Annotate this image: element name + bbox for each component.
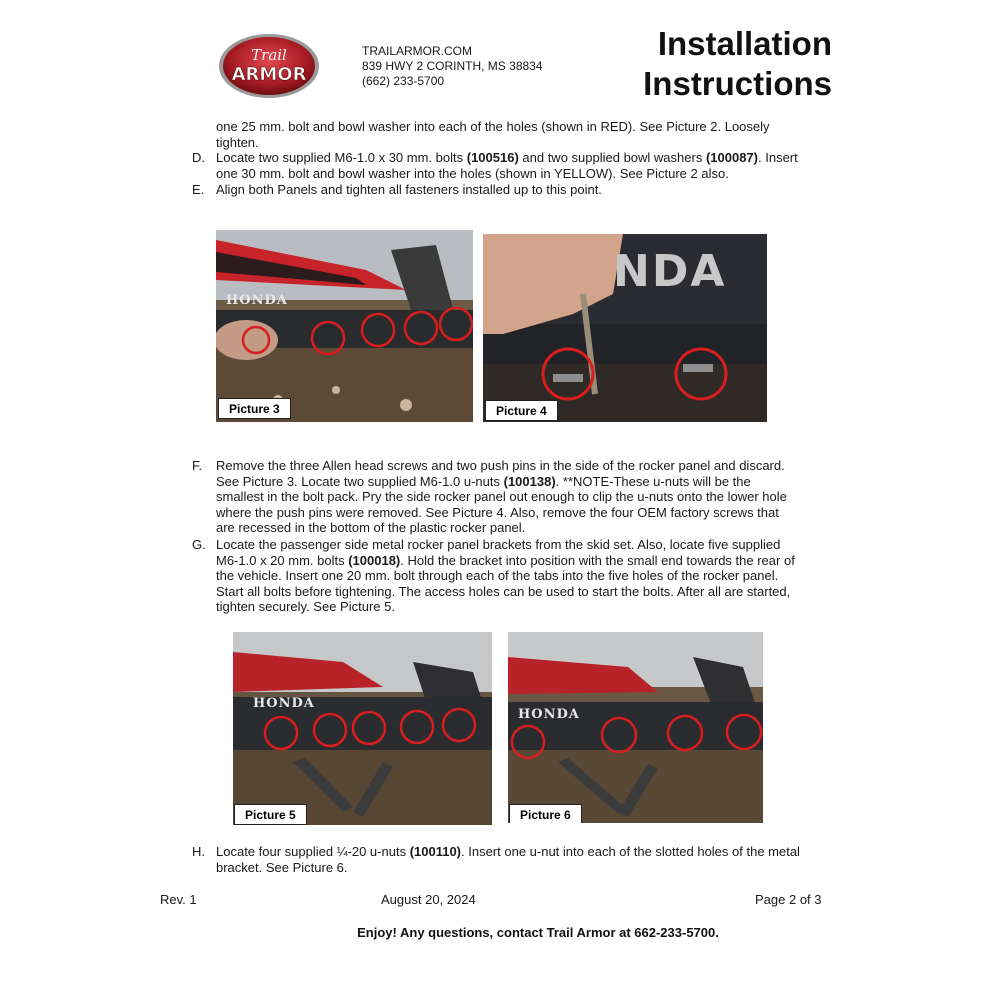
highlight-circle (401, 711, 433, 743)
step-g-line-2a: M6-1.0 x 20 mm. bolts (216, 552, 349, 568)
company-phone: (662) 233-5700 (362, 74, 445, 88)
picture-6-photo (508, 632, 763, 823)
company-info (362, 44, 543, 89)
svg-text:ARMOR: ARMOR (231, 64, 307, 85)
part-number: (100138) (503, 473, 556, 489)
picture-4-label: Picture 4 (485, 400, 558, 421)
highlight-circle (443, 709, 475, 741)
picture-5-photo (233, 632, 492, 825)
footer-date: August 20, 2024 (381, 892, 476, 907)
step-g-line-5: tighten securely. See Picture 5. (216, 599, 395, 614)
picture-4-photo (483, 234, 767, 422)
highlight-circle (405, 312, 437, 344)
highlight-circle (312, 322, 344, 354)
step-letter: F. (192, 458, 203, 473)
highlight-circle (512, 726, 544, 758)
honda-badge: NDA (613, 246, 727, 297)
picture-3-photo (216, 230, 473, 422)
highlight-circle (602, 718, 636, 752)
trail-armor-logo (218, 33, 320, 99)
highlight-circle (543, 349, 593, 399)
highlight-circle (676, 349, 726, 399)
step-h-text-2: . Insert one u-nut into each of the slotted holes of the metal (461, 844, 800, 859)
step-f-line-2b: . **NOTE-These u-nuts will be the (555, 473, 751, 489)
step-h-line-2: bracket. See Picture 6. (216, 859, 348, 875)
highlight-circle (440, 308, 472, 340)
title-line-1: Installation (657, 25, 832, 62)
honda-badge: HONDA (518, 707, 580, 722)
highlight-circle (727, 715, 761, 749)
step-letter: H. (192, 844, 205, 859)
honda-badge: HONDA (253, 696, 315, 711)
part-number: (100087) (705, 150, 758, 165)
step-f-line-4: where the push pins were removed. See Picture 4. Also, remove the four OEM factory screws that (216, 504, 779, 520)
step-letter: G. (192, 537, 206, 552)
revision: Rev. 1 (160, 892, 197, 907)
highlight-circle (265, 717, 297, 749)
highlight-circle (362, 314, 394, 346)
company-website: TRAILARMOR.COM (362, 44, 473, 58)
picture-6-highlights (508, 632, 763, 823)
step-f-line-3: smallest in the bolt pack. Pry the side rocker panel out enough to clip the u-nuts onto the lower hole (216, 489, 787, 504)
highlight-circle (668, 716, 702, 750)
picture-3-highlights (216, 230, 473, 422)
step-f-line-1: Remove the three Allen head screws and two push pins in the side of the rocker panel and discard. (216, 458, 785, 473)
step-g-line-1: Locate the passenger side metal rocker panel brackets from the skid set. Also, locate five supplied (216, 537, 781, 552)
step-f-line-5: are recessed in the bottom of the plastic rocker panel. (216, 520, 526, 535)
step-e-text: Align both Panels and tighten all fasteners installed up to this point. (216, 182, 602, 197)
step-d-text-3: . Insert (758, 150, 798, 165)
picture-5-highlights (233, 632, 492, 825)
svg-text:Trail: Trail (251, 46, 287, 64)
picture-3-label: Picture 3 (218, 398, 291, 419)
step-letter: D. (192, 150, 205, 165)
highlight-circle (353, 712, 385, 744)
step-c-line-1: one 25 mm. bolt and bowl washer into each of the holes (shown in RED). See Picture 2. Loosely (216, 119, 770, 134)
contact-line: Enjoy! Any questions, contact Trail Armor at 662-233-5700. (357, 925, 719, 940)
part-number: (100110) (409, 844, 462, 859)
company-address: 839 HWY 2 CORINTH, MS 38834 (362, 59, 543, 73)
step-d-line-2: one 30 mm. bolt and bowl washer into the holes (shown in YELLOW). See Picture 2 also. (216, 165, 729, 181)
step-d-text-2: and two supplied bowl washers (518, 150, 706, 165)
step-d-text-1: Locate two supplied M6-1.0 x 30 mm. bolts (216, 150, 467, 165)
highlight-circle (243, 327, 269, 353)
step-g-line-3: the vehicle. Insert one 20 mm. bolt through each of the tabs into the five holes of the rocker panel. (216, 568, 779, 583)
step-f-line-2a: See Picture 3. Locate two supplied M6-1.0 u-nuts (216, 473, 504, 489)
step-letter: E. (192, 182, 205, 197)
picture-5-label: Picture 5 (234, 804, 307, 825)
honda-badge: HONDA (226, 293, 288, 308)
part-number: (100516) (466, 150, 519, 165)
step-g-line-2b: . Hold the bracket into position with the small end towards the rear of (400, 552, 795, 568)
highlight-circle (314, 714, 346, 746)
title-line-2: Instructions (643, 65, 832, 102)
step-h-text-1: Locate four supplied ¼-20 u-nuts (216, 844, 410, 859)
step-c-line-2: tighten. (216, 134, 259, 150)
part-number: (100018) (348, 552, 401, 568)
page-title (643, 24, 832, 104)
picture-6-label: Picture 6 (509, 804, 582, 823)
picture-4-highlights (483, 234, 767, 422)
step-g-line-4: Start all bolts before tightening. The access holes can be used to start the bolts. After all are started, (216, 583, 791, 599)
page-number: Page 2 of 3 (755, 892, 822, 907)
